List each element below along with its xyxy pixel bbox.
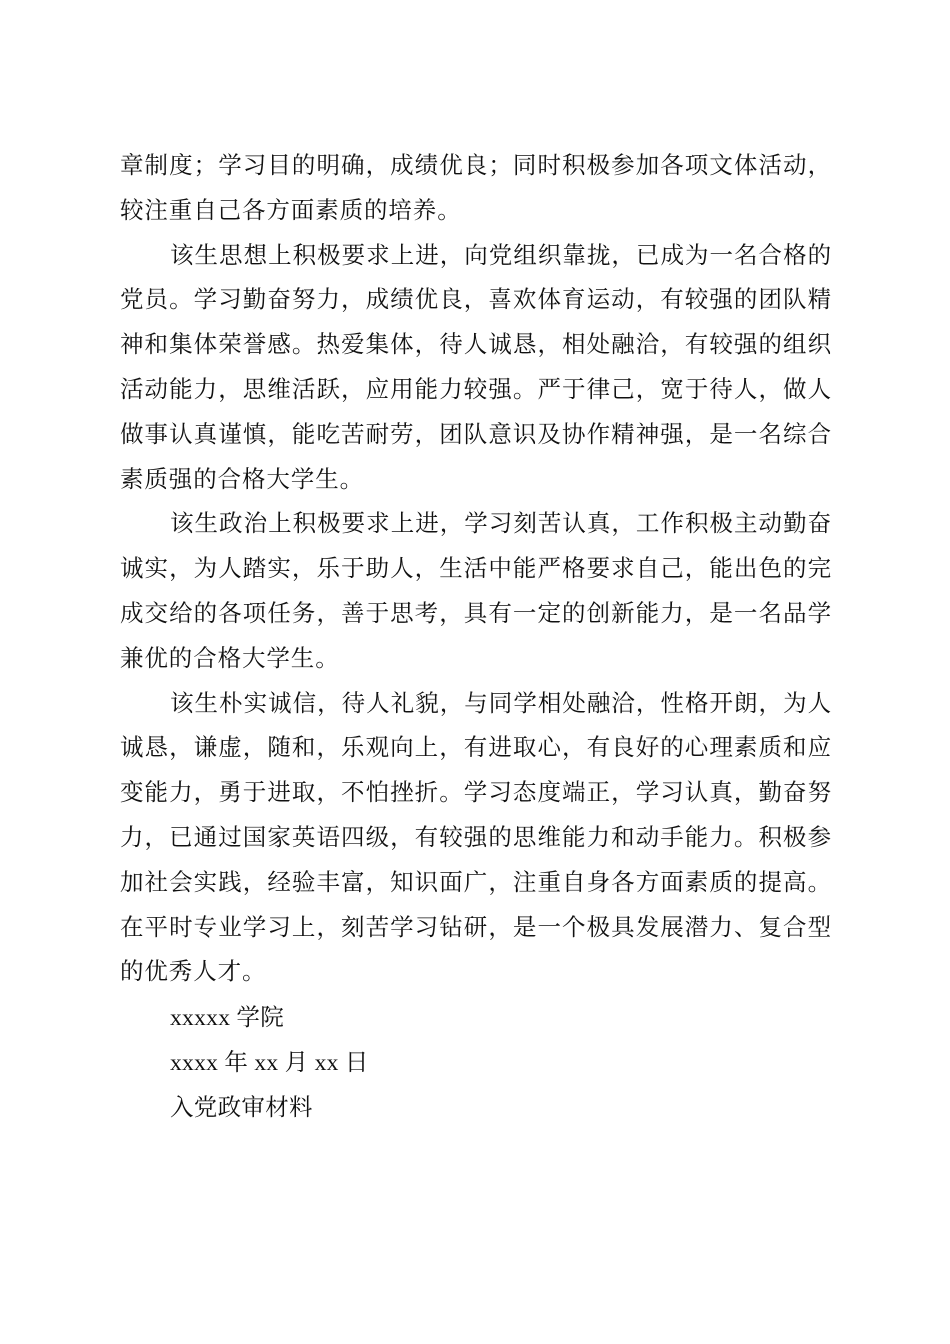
paragraph-evaluation-2: 该生政治上积极要求上进，学习刻苦认真，工作积极主动勤奋诚实，为人踏实，乐于助人，生活中能严格要求自己，能出色的完成交给的各项任务，善于思考，具有一定的创新能力，是一名品学兼优的合格大学生。	[120, 509, 832, 672]
document-body	[120, 143, 832, 1131]
signature-date: xxxx 年 xx 月 xx 日	[170, 1049, 369, 1076]
paragraph-evaluation-1: 该生思想上积极要求上进，向党组织靠拢，已成为一名合格的党员。学习勤奋努力，成绩优良，喜欢体育运动，有较强的团队精神和集体荣誉感。热爱集体，待人诚恳，相处融洽，有较强的组织活动能力，思维活跃，应用能力较强。严于律己，宽于待人，做人做事认真谨慎，能吃苦耐劳，团队意识及协作精神强，是一名综合素质强的合格大学生。	[120, 240, 832, 493]
document-footer-title: 入党政审材料	[170, 1094, 313, 1121]
signature-institution: xxxxx 学院	[170, 1005, 285, 1032]
paragraph-continuation: 章制度；学习目的明确，成绩优良；同时积极参加各项文体活动，较注重自己各方面素质的培养。	[120, 151, 832, 224]
paragraph-evaluation-3: 该生朴实诚信，待人礼貌，与同学相处融洽，性格开朗，为人诚恳，谦虚，随和，乐观向上，有进取心，有良好的心理素质和应变能力，勇于进取，不怕挫折。学习态度端正，学习认真，勤奋努力，已通过国家英语四级，有较强的思维能力和动手能力。积极参加社会实践，经验丰富，知识面广，注重自身各方面素质的提高。在平时专业学习上，刻苦学习钻研，是一个极具发展潜力、复合型的优秀人才。	[120, 688, 832, 986]
